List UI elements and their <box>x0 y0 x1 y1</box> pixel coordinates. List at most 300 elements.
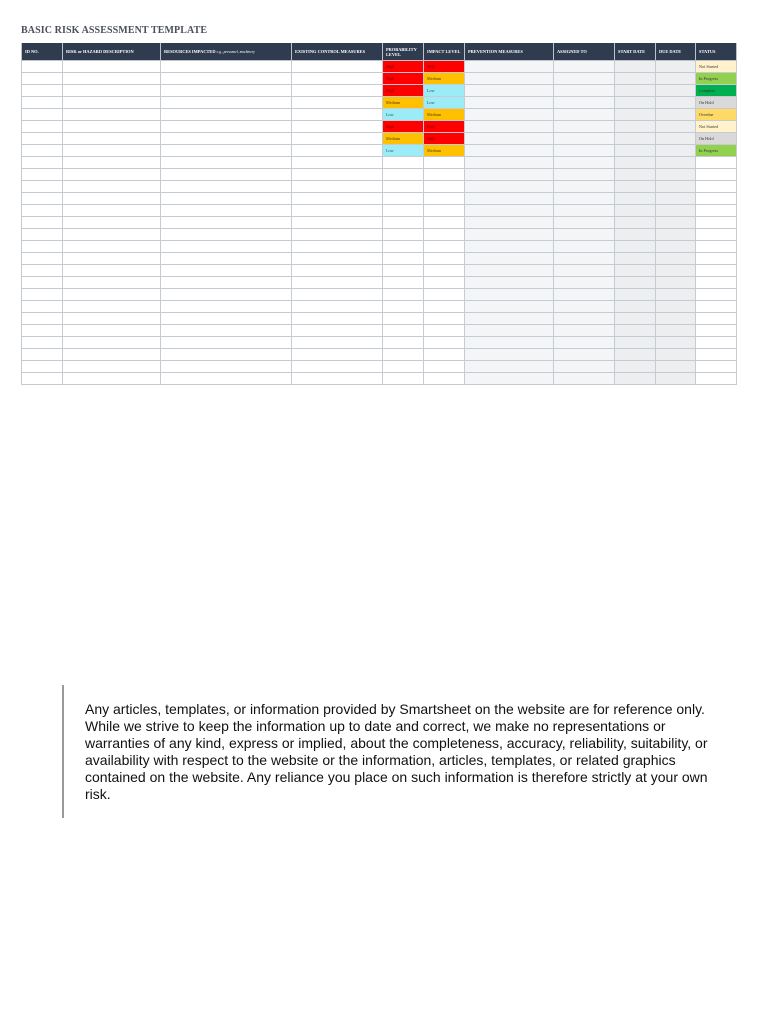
table-cell[interactable] <box>656 85 696 97</box>
table-cell[interactable] <box>161 361 292 373</box>
table-cell[interactable] <box>656 361 696 373</box>
table-cell[interactable] <box>696 265 737 277</box>
table-cell[interactable] <box>696 337 737 349</box>
table-cell[interactable] <box>615 265 656 277</box>
probability-level-cell[interactable]: Medium <box>383 133 424 145</box>
table-cell[interactable] <box>63 373 161 385</box>
table-cell[interactable] <box>22 121 63 133</box>
table-cell[interactable] <box>554 181 615 193</box>
table-cell[interactable] <box>161 61 292 73</box>
table-cell[interactable] <box>696 373 737 385</box>
table-cell[interactable] <box>22 109 63 121</box>
table-cell[interactable] <box>161 301 292 313</box>
impact-level-cell[interactable]: High <box>424 133 465 145</box>
table-cell[interactable] <box>383 181 424 193</box>
column-header-label: ID NO. <box>25 49 39 54</box>
table-cell[interactable] <box>63 253 161 265</box>
probability-level-cell[interactable]: High <box>383 73 424 85</box>
table-cell[interactable] <box>424 193 465 205</box>
table-cell[interactable] <box>161 325 292 337</box>
table-cell[interactable] <box>696 313 737 325</box>
table-cell[interactable] <box>161 205 292 217</box>
table-cell[interactable] <box>465 361 554 373</box>
table-cell[interactable] <box>383 193 424 205</box>
table-cell[interactable] <box>696 289 737 301</box>
table-cell[interactable] <box>22 133 63 145</box>
table-cell[interactable] <box>615 349 656 361</box>
table-cell[interactable] <box>696 241 737 253</box>
table-cell[interactable] <box>292 373 383 385</box>
table-cell[interactable] <box>656 253 696 265</box>
table-cell[interactable] <box>22 277 63 289</box>
table-cell[interactable] <box>63 157 161 169</box>
table-cell[interactable] <box>554 217 615 229</box>
table-cell[interactable] <box>383 361 424 373</box>
table-cell[interactable] <box>383 289 424 301</box>
table-cell[interactable] <box>383 241 424 253</box>
table-cell[interactable] <box>424 205 465 217</box>
table-cell[interactable] <box>63 145 161 157</box>
table-cell[interactable] <box>63 85 161 97</box>
table-cell[interactable] <box>465 265 554 277</box>
probability-level-cell[interactable]: High <box>383 121 424 133</box>
table-cell[interactable] <box>161 73 292 85</box>
table-cell[interactable] <box>615 301 656 313</box>
table-cell[interactable] <box>161 229 292 241</box>
table-cell[interactable] <box>554 145 615 157</box>
table-cell[interactable] <box>424 301 465 313</box>
table-cell[interactable] <box>554 289 615 301</box>
status-cell[interactable]: Overdue <box>696 109 737 121</box>
table-cell[interactable] <box>292 109 383 121</box>
table-cell[interactable] <box>554 361 615 373</box>
table-cell[interactable] <box>383 157 424 169</box>
status-cell[interactable]: Complete <box>696 85 737 97</box>
table-cell[interactable] <box>656 277 696 289</box>
table-cell[interactable] <box>161 181 292 193</box>
table-cell[interactable] <box>554 265 615 277</box>
table-cell[interactable] <box>465 217 554 229</box>
table-cell[interactable] <box>615 157 656 169</box>
table-cell[interactable] <box>554 73 615 85</box>
table-cell[interactable] <box>292 73 383 85</box>
table-cell[interactable] <box>465 109 554 121</box>
table-cell[interactable] <box>554 157 615 169</box>
table-cell[interactable] <box>22 253 63 265</box>
table-cell[interactable] <box>292 337 383 349</box>
table-cell[interactable] <box>424 157 465 169</box>
table-cell[interactable] <box>161 157 292 169</box>
table-cell[interactable] <box>615 373 656 385</box>
status-cell[interactable]: Not Started <box>696 121 737 133</box>
table-cell[interactable] <box>383 277 424 289</box>
table-cell[interactable] <box>465 73 554 85</box>
table-cell[interactable] <box>656 337 696 349</box>
table-cell[interactable] <box>22 145 63 157</box>
table-cell[interactable] <box>615 121 656 133</box>
table-cell[interactable] <box>465 121 554 133</box>
table-cell[interactable] <box>424 217 465 229</box>
table-cell[interactable] <box>656 289 696 301</box>
table-cell[interactable] <box>615 325 656 337</box>
table-cell[interactable] <box>465 373 554 385</box>
table-cell[interactable] <box>63 217 161 229</box>
status-cell[interactable]: In Progress <box>696 73 737 85</box>
column-header-label: RESOURCES IMPACTED <box>164 48 216 54</box>
table-cell[interactable] <box>63 241 161 253</box>
table-cell[interactable] <box>424 229 465 241</box>
table-cell[interactable] <box>161 313 292 325</box>
table-cell[interactable] <box>615 253 656 265</box>
table-cell[interactable] <box>63 133 161 145</box>
table-cell[interactable] <box>292 253 383 265</box>
table-cell[interactable] <box>63 337 161 349</box>
table-cell[interactable] <box>465 97 554 109</box>
table-cell[interactable] <box>63 169 161 181</box>
table-cell[interactable] <box>696 193 737 205</box>
table-cell[interactable] <box>615 217 656 229</box>
table-cell[interactable] <box>424 253 465 265</box>
probability-level-cell[interactable]: Medium <box>383 97 424 109</box>
table-cell[interactable] <box>656 313 696 325</box>
table-cell[interactable] <box>161 97 292 109</box>
table-cell[interactable] <box>424 169 465 181</box>
table-cell[interactable] <box>656 265 696 277</box>
table-cell[interactable] <box>161 217 292 229</box>
table-cell[interactable] <box>554 61 615 73</box>
table-cell[interactable] <box>63 349 161 361</box>
table-cell[interactable] <box>656 217 696 229</box>
table-cell[interactable] <box>554 301 615 313</box>
table-cell[interactable] <box>465 337 554 349</box>
table-cell[interactable] <box>554 121 615 133</box>
table-cell[interactable] <box>161 373 292 385</box>
table-cell[interactable] <box>161 349 292 361</box>
table-cell[interactable] <box>465 253 554 265</box>
table-cell[interactable] <box>424 313 465 325</box>
impact-level-cell[interactable]: Medium <box>424 73 465 85</box>
table-cell[interactable] <box>696 217 737 229</box>
table-cell[interactable] <box>554 85 615 97</box>
table-cell[interactable] <box>424 241 465 253</box>
table-cell[interactable] <box>554 349 615 361</box>
table-cell[interactable] <box>656 241 696 253</box>
table-cell[interactable] <box>696 181 737 193</box>
table-cell[interactable] <box>554 253 615 265</box>
table-cell[interactable] <box>696 301 737 313</box>
impact-level-cell[interactable]: Low <box>424 85 465 97</box>
table-cell[interactable] <box>22 97 63 109</box>
table-cell[interactable] <box>292 217 383 229</box>
table-cell[interactable] <box>554 241 615 253</box>
table-cell[interactable] <box>424 277 465 289</box>
table-cell[interactable] <box>615 133 656 145</box>
table-cell[interactable] <box>292 121 383 133</box>
table-cell[interactable] <box>161 121 292 133</box>
table-cell[interactable] <box>465 145 554 157</box>
table-cell[interactable] <box>465 289 554 301</box>
table-cell[interactable] <box>292 313 383 325</box>
table-cell[interactable] <box>161 241 292 253</box>
table-cell[interactable] <box>656 349 696 361</box>
table-cell[interactable] <box>22 73 63 85</box>
table-cell[interactable] <box>22 229 63 241</box>
table-cell[interactable] <box>656 181 696 193</box>
table-cell[interactable] <box>424 181 465 193</box>
table-cell[interactable] <box>22 241 63 253</box>
table-cell[interactable] <box>656 61 696 73</box>
table-cell[interactable] <box>22 361 63 373</box>
table-cell[interactable] <box>465 157 554 169</box>
table-cell[interactable] <box>465 313 554 325</box>
table-cell[interactable] <box>292 241 383 253</box>
table-cell[interactable] <box>292 97 383 109</box>
table-cell[interactable] <box>22 313 63 325</box>
table-cell[interactable] <box>656 109 696 121</box>
table-cell[interactable] <box>22 85 63 97</box>
table-cell[interactable] <box>292 229 383 241</box>
table-cell[interactable] <box>615 181 656 193</box>
table-cell[interactable] <box>161 337 292 349</box>
table-cell[interactable] <box>696 157 737 169</box>
table-cell[interactable] <box>656 229 696 241</box>
table-cell[interactable] <box>424 361 465 373</box>
table-cell[interactable] <box>292 361 383 373</box>
table-cell[interactable] <box>22 169 63 181</box>
table-cell[interactable] <box>656 169 696 181</box>
table-cell[interactable] <box>161 277 292 289</box>
table-cell[interactable] <box>292 61 383 73</box>
table-cell[interactable] <box>424 265 465 277</box>
impact-level-cell[interactable]: High <box>424 61 465 73</box>
table-cell[interactable] <box>383 253 424 265</box>
table-cell[interactable] <box>292 301 383 313</box>
table-cell[interactable] <box>63 121 161 133</box>
impact-level-cell[interactable]: Medium <box>424 145 465 157</box>
table-cell[interactable] <box>292 277 383 289</box>
table-cell[interactable] <box>292 265 383 277</box>
table-cell[interactable] <box>615 361 656 373</box>
table-cell[interactable] <box>292 349 383 361</box>
table-cell[interactable] <box>696 229 737 241</box>
table-cell[interactable] <box>22 301 63 313</box>
table-cell[interactable] <box>63 97 161 109</box>
table-cell[interactable] <box>22 205 63 217</box>
table-cell[interactable] <box>63 301 161 313</box>
table-cell[interactable] <box>424 337 465 349</box>
table-cell[interactable] <box>22 217 63 229</box>
table-cell[interactable] <box>292 193 383 205</box>
table-cell[interactable] <box>554 169 615 181</box>
table-cell[interactable] <box>615 229 656 241</box>
table-cell[interactable] <box>465 169 554 181</box>
table-cell[interactable] <box>554 325 615 337</box>
table-cell[interactable] <box>383 205 424 217</box>
table-cell[interactable] <box>161 145 292 157</box>
table-cell[interactable] <box>554 205 615 217</box>
table-cell[interactable] <box>696 253 737 265</box>
table-cell[interactable] <box>63 193 161 205</box>
table-cell[interactable] <box>696 169 737 181</box>
table-cell[interactable] <box>424 325 465 337</box>
table-cell[interactable] <box>656 133 696 145</box>
table-cell[interactable] <box>465 193 554 205</box>
table-cell[interactable] <box>615 289 656 301</box>
table-cell[interactable] <box>465 85 554 97</box>
table-cell[interactable] <box>615 61 656 73</box>
table-cell[interactable] <box>292 85 383 97</box>
table-cell[interactable] <box>63 277 161 289</box>
table-cell[interactable] <box>292 133 383 145</box>
table-cell[interactable] <box>656 145 696 157</box>
table-cell[interactable] <box>292 145 383 157</box>
table-cell[interactable] <box>554 133 615 145</box>
table-cell[interactable] <box>615 193 656 205</box>
table-cell[interactable] <box>63 289 161 301</box>
table-cell[interactable] <box>63 73 161 85</box>
table-cell[interactable] <box>22 337 63 349</box>
table-cell[interactable] <box>465 277 554 289</box>
table-cell[interactable] <box>22 181 63 193</box>
table-cell[interactable] <box>63 205 161 217</box>
table-cell[interactable] <box>63 181 161 193</box>
table-cell[interactable] <box>696 361 737 373</box>
table-cell[interactable] <box>656 193 696 205</box>
table-cell[interactable] <box>696 325 737 337</box>
table-cell[interactable] <box>383 229 424 241</box>
impact-level-cell[interactable]: Medium <box>424 109 465 121</box>
probability-level-cell[interactable]: High <box>383 61 424 73</box>
table-cell[interactable] <box>161 193 292 205</box>
table-cell[interactable] <box>383 325 424 337</box>
table-cell[interactable] <box>465 229 554 241</box>
table-cell[interactable] <box>554 337 615 349</box>
status-cell[interactable]: On Hold <box>696 97 737 109</box>
table-cell[interactable] <box>161 253 292 265</box>
table-cell[interactable] <box>424 289 465 301</box>
table-cell[interactable] <box>161 169 292 181</box>
table-cell[interactable] <box>22 193 63 205</box>
status-cell[interactable]: On Hold <box>696 133 737 145</box>
table-cell[interactable] <box>424 349 465 361</box>
table-cell[interactable] <box>292 169 383 181</box>
table-cell[interactable] <box>161 109 292 121</box>
table-cell[interactable] <box>161 133 292 145</box>
table-cell[interactable] <box>554 97 615 109</box>
table-cell[interactable] <box>656 373 696 385</box>
table-cell[interactable] <box>465 301 554 313</box>
table-cell[interactable] <box>696 205 737 217</box>
table-cell[interactable] <box>383 313 424 325</box>
table-cell[interactable] <box>22 325 63 337</box>
table-cell[interactable] <box>615 277 656 289</box>
table-cell[interactable] <box>424 373 465 385</box>
table-cell[interactable] <box>615 85 656 97</box>
table-cell[interactable] <box>615 241 656 253</box>
table-cell[interactable] <box>161 265 292 277</box>
table-cell[interactable] <box>696 349 737 361</box>
table-cell[interactable] <box>554 373 615 385</box>
table-cell[interactable] <box>615 313 656 325</box>
table-cell[interactable] <box>465 61 554 73</box>
table-cell[interactable] <box>63 61 161 73</box>
table-cell[interactable] <box>656 73 696 85</box>
table-cell[interactable] <box>383 301 424 313</box>
table-cell[interactable] <box>292 181 383 193</box>
status-cell[interactable]: In Progress <box>696 145 737 157</box>
probability-level-cell[interactable]: High <box>383 85 424 97</box>
impact-level-cell[interactable]: High <box>424 121 465 133</box>
table-cell[interactable] <box>615 109 656 121</box>
table-cell[interactable] <box>465 349 554 361</box>
table-cell[interactable] <box>292 205 383 217</box>
table-cell[interactable] <box>63 313 161 325</box>
table-cell[interactable] <box>554 193 615 205</box>
table-cell[interactable] <box>292 157 383 169</box>
table-cell[interactable] <box>22 157 63 169</box>
table-cell[interactable] <box>554 229 615 241</box>
table-cell[interactable] <box>656 325 696 337</box>
table-cell[interactable] <box>63 325 161 337</box>
table-cell[interactable] <box>292 289 383 301</box>
table-cell[interactable] <box>615 73 656 85</box>
table-cell[interactable] <box>656 121 696 133</box>
table-cell[interactable] <box>465 133 554 145</box>
table-cell[interactable] <box>465 205 554 217</box>
table-cell[interactable] <box>63 229 161 241</box>
table-cell[interactable] <box>63 109 161 121</box>
probability-level-cell[interactable]: Low <box>383 145 424 157</box>
table-cell[interactable] <box>656 157 696 169</box>
table-cell[interactable] <box>383 265 424 277</box>
table-cell[interactable] <box>656 205 696 217</box>
impact-level-cell[interactable]: Low <box>424 97 465 109</box>
table-cell[interactable] <box>383 337 424 349</box>
table-cell[interactable] <box>615 145 656 157</box>
column-header <box>22 43 63 61</box>
table-cell[interactable] <box>383 373 424 385</box>
table-cell[interactable] <box>22 61 63 73</box>
table-cell[interactable] <box>22 349 63 361</box>
table-cell[interactable] <box>383 349 424 361</box>
table-cell[interactable] <box>656 97 696 109</box>
table-cell[interactable] <box>22 373 63 385</box>
table-cell[interactable] <box>465 325 554 337</box>
table-cell[interactable] <box>161 289 292 301</box>
table-cell[interactable] <box>383 169 424 181</box>
table-cell[interactable] <box>292 325 383 337</box>
table-cell[interactable] <box>615 205 656 217</box>
table-cell[interactable] <box>465 181 554 193</box>
table-cell[interactable] <box>161 85 292 97</box>
table-cell[interactable] <box>554 313 615 325</box>
table-cell[interactable] <box>554 277 615 289</box>
table-cell[interactable] <box>656 301 696 313</box>
status-cell[interactable]: Not Started <box>696 61 737 73</box>
probability-level-cell[interactable]: Low <box>383 109 424 121</box>
table-cell[interactable] <box>615 97 656 109</box>
table-cell[interactable] <box>63 361 161 373</box>
table-cell[interactable] <box>615 169 656 181</box>
table-cell[interactable] <box>63 265 161 277</box>
table-cell[interactable] <box>465 241 554 253</box>
table-cell[interactable] <box>22 289 63 301</box>
table-cell[interactable] <box>615 337 656 349</box>
table-cell[interactable] <box>554 109 615 121</box>
table-cell[interactable] <box>383 217 424 229</box>
table-cell[interactable] <box>696 277 737 289</box>
table-cell[interactable] <box>22 265 63 277</box>
